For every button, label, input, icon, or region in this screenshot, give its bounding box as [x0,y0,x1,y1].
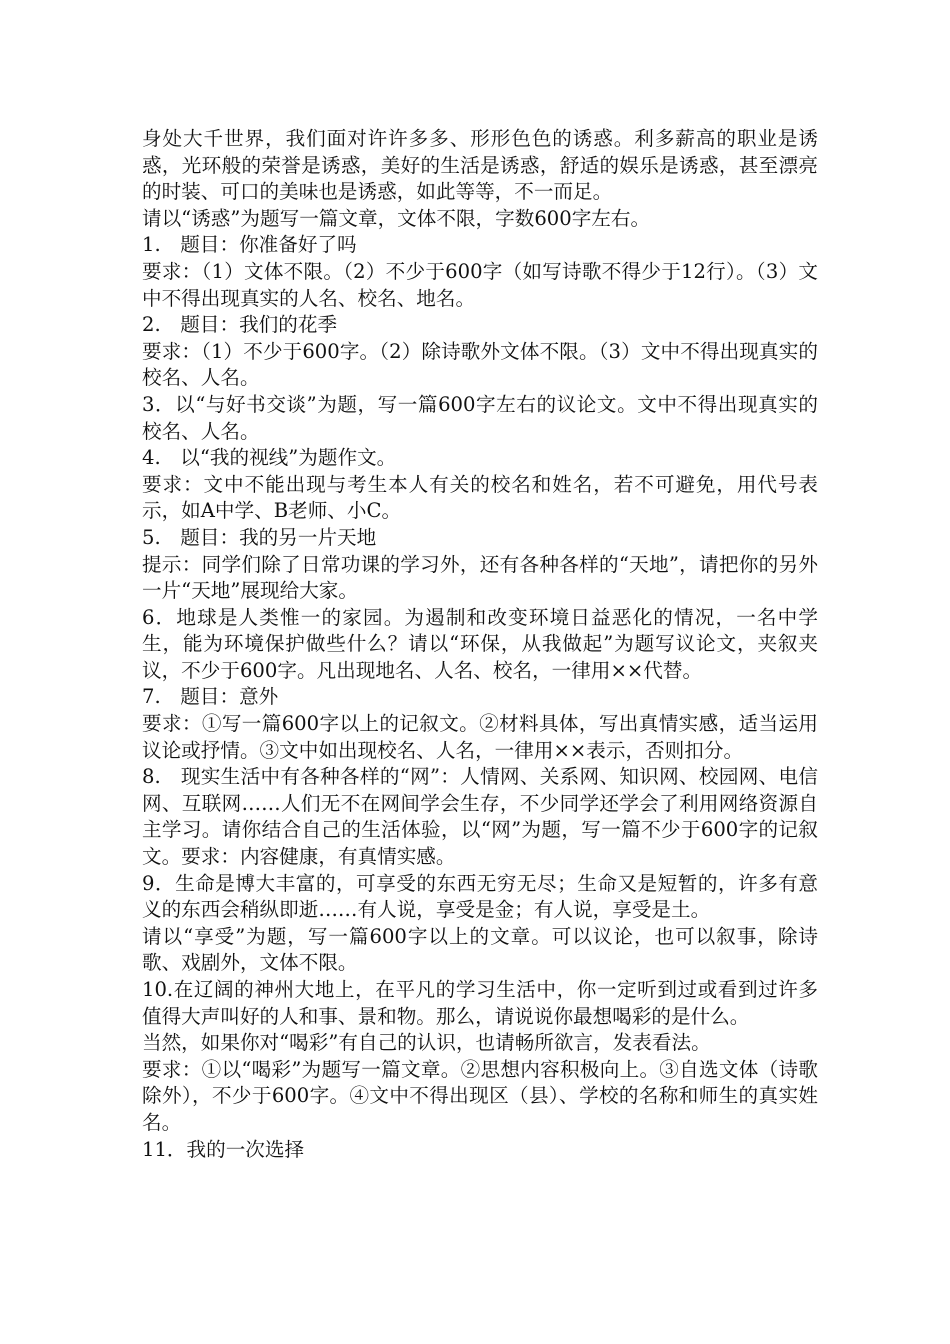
intro-prompt: 请以“诱惑”为题写一篇文章，文体不限，字数600字左右。 [142,206,651,230]
topic-11-title: 11．我的一次选择 [142,1137,305,1161]
topic-1-title: 1. 题目：你准备好了吗 [142,233,357,257]
topic-3: 3．以“与好书交谈”为题，写一篇600字左右的议论文。文中不得出现真实的校名、人名。 [142,392,818,443]
topic-4-requirements: 要求：文中不能出现与考生本人有关的校名和姓名，若不可避免，用代号表示，如A中学、B老师、小C。 [142,472,818,523]
topic-10-requirements: 要求：①以“喝彩”为题写一篇文章。②思想内容积极向上。③自选文体（诗歌除外），不少于600字。④文中不得出现区（县）、学校的名称和师生的真实姓名。 [142,1057,818,1134]
topic-9-material: 9．生命是博大丰富的，可享受的东西无穷无尽；生命又是短暂的，许多有意义的东西会稍纵即逝……有人说，享受是金；有人说，享受是土。 [142,871,818,922]
topic-1-requirements: 要求：（1）文体不限。（2）不少于600字（如写诗歌不得少于12行）。（3）文中不得出现真实的人名、校名、地名。 [142,259,818,310]
topic-5-title: 5. 题目：我的另一片天地 [142,525,377,549]
topic-5-hint: 提示：同学们除了日常功课的学习外，还有各种各样的“天地”，请把你的另外一片“天地”展现给大家。 [142,552,818,603]
intro-paragraph: 身处大千世界，我们面对许许多多、形形色色的诱惑。利多薪高的职业是诱惑，光环般的荣誉是诱惑，美好的生活是诱惑，舒适的娱乐是诱惑，甚至漂亮的时装、可口的美味也是诱惑，如此等等，不一而足。 [142,127,818,204]
document-body [142,126,818,1163]
topic-2-requirements: 要求：（1）不少于600字。（2）除诗歌外文体不限。（3）文中不得出现真实的校名、人名。 [142,339,818,390]
topic-7-title: 7. 题目：意外 [142,685,279,709]
topic-7-requirements: 要求：①写一篇600字以上的记叙文。②材料具体，写出真情实感，适当运用议论或抒情。③文中如出现校名、人名，一律用××表示，否则扣分。 [142,712,818,762]
topic-10-material: 10.在辽阔的神州大地上，在平凡的学习生活中，你一定听到过或看到过许多值得大声叫好的人和事、景和物。那么，请说说你最想喝彩的是什么。 [142,978,818,1028]
topic-9-prompt: 请以“享受”为题，写一篇600字以上的文章。可以议论，也可以叙事，除诗歌、戏剧外，文体不限。 [142,924,818,975]
topic-10-note: 当然，如果你对“喝彩”有自己的认识，也请畅所欲言，发表看法。 [142,1031,711,1055]
topic-6: 6．地球是人类惟一的家园。为遏制和改变环境日益恶化的情况，一名中学生，能为环境保护做些什么？请以“环保，从我做起”为题写议论文，夹叙夹议，不少于600字。凡出现地名、人名、校名，一律用××代替。 [142,605,818,682]
topic-2-title: 2. 题目：我们的花季 [142,313,338,337]
topic-8: 8. 现实生活中有各种各样的“网”：人情网、关系网、知识网、校园网、电信网、互联网……人们无不在网间学会生存，不少同学还学会了利用网络资源自主学习。请你结合自己的生活体验，以“网”为题，写一篇不少于600字的记叙文。要求：内容健康，有真情实感。 [142,765,818,869]
topic-4-title: 4. 以“我的视线”为题作文。 [142,446,397,470]
